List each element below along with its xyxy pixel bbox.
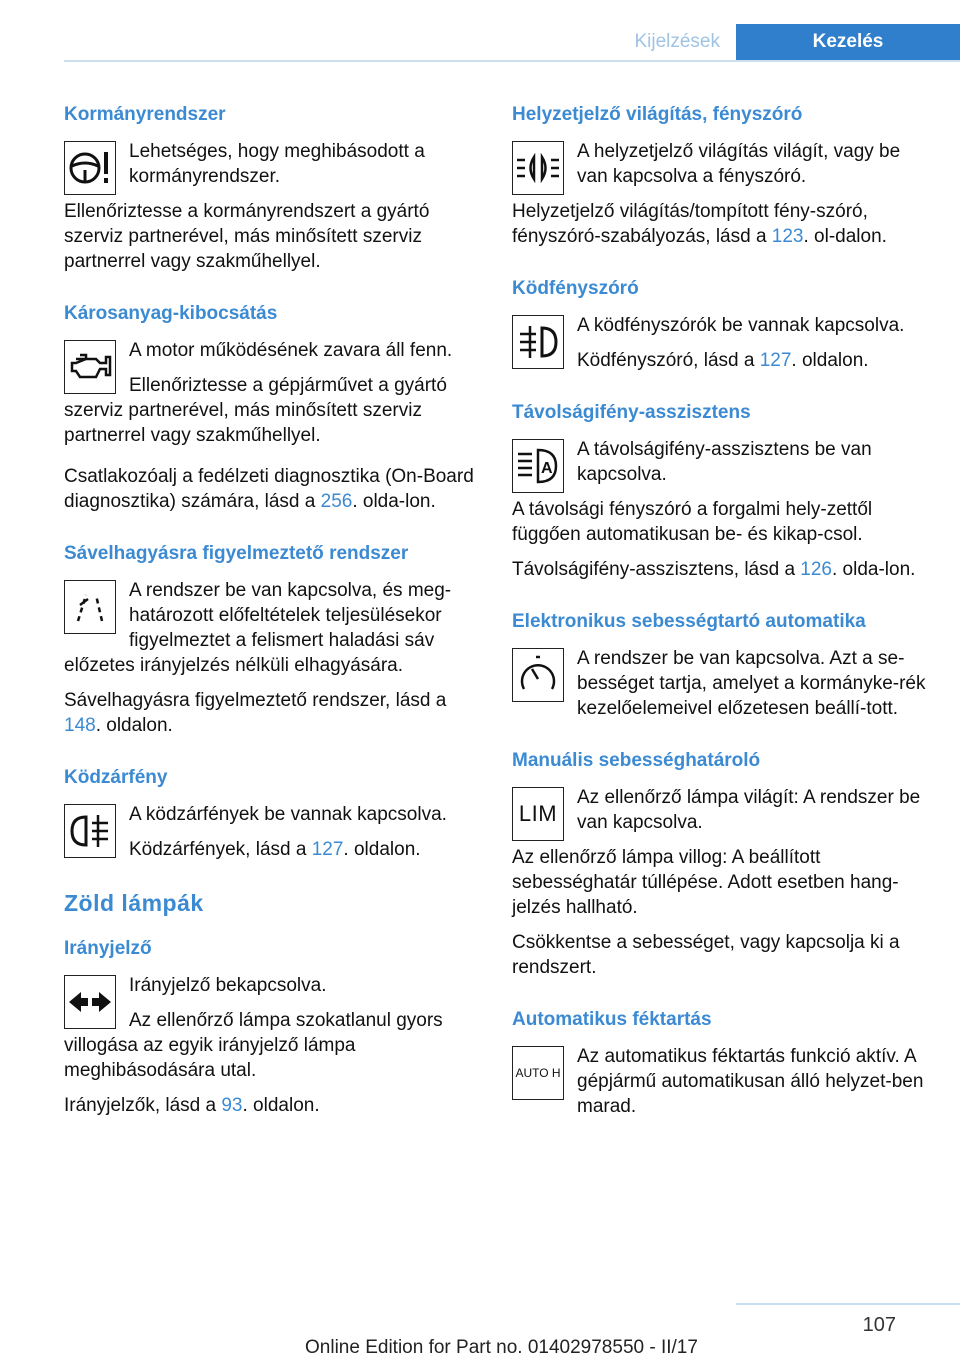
section-steering (64, 103, 476, 274)
tab-operation[interactable]: Kezelés (736, 24, 960, 62)
steering-warning-icon (64, 141, 116, 195)
paragraph: A ködzárfények be vannak kapcsolva. (129, 804, 447, 825)
left-column (64, 103, 476, 1146)
right-column (512, 103, 932, 1147)
page-link[interactable]: 127 (311, 839, 344, 860)
paragraph: Csatlakozóalj a fedélzeti diagnosztika (On-Board diagnosztika) számára, lásd a 256. olda-lon. (64, 466, 474, 512)
turn-signal-icon (64, 975, 116, 1029)
green-lamps-heading: Zöld lámpák (64, 890, 204, 916)
page-link[interactable]: 127 (759, 350, 792, 371)
page-number: 107 (862, 1314, 896, 1336)
section-title: Kormányrendszer (64, 104, 226, 125)
cruise-control-icon (512, 648, 564, 702)
section-emission (64, 302, 476, 514)
page-link[interactable]: 93 (221, 1095, 243, 1116)
section-title: Sávelhagyásra figyelmeztető rendszer (64, 543, 409, 564)
rear-fog-icon (64, 804, 116, 858)
paragraph: Ellenőriztesse a gépjárművet a gyártó szerviz partnerével, más minősített szerviz partnerrel vagy szakműhellyel. (64, 375, 447, 446)
section-parking-light (512, 103, 932, 249)
paragraph: Irányjelző bekapcsolva. (129, 975, 327, 996)
section-rear-fog (64, 766, 476, 862)
paragraph: A rendszer be van kapcsolva, és meg-határozott előfeltételek teljesülésekor figyelmeztet a felismert haladási sáv előzetes irányjelzés nélküli elhagyására. (64, 580, 452, 676)
paragraph: Az ellenőrző lámpa villog: A beállított sebességhatár túllépése. Adott esetben hang-jelzés hallható. (512, 847, 899, 918)
auto-hold-icon (512, 1046, 564, 1100)
section-speed-limiter (512, 749, 932, 980)
paragraph: Távolságifény-asszisztens, lásd a 126. olda-lon. (512, 559, 916, 580)
paragraph: A ködfényszórók be vannak kapcsolva. (577, 315, 905, 336)
paragraph: A helyzetjelző világítás világít, vagy be van kapcsolva a fényszóró. (577, 141, 901, 187)
paragraph: Ellenőriztesse a kormányrendszert a gyártó szerviz partnerével, más minősített szerviz partnerrel vagy szakműhellyel. (64, 201, 430, 272)
section-turn-signal (64, 937, 476, 1118)
paragraph: Az ellenőrző lámpa világít: A rendszer be van kapcsolva. (577, 787, 921, 833)
paragraph: Helyzetjelző világítás/tompított fény-szóró, fényszóró-szabályozás, lásd a 123. ol-dalon. (512, 201, 887, 247)
section-title: Ködfényszóró (512, 278, 639, 299)
header-rule (64, 60, 960, 62)
paragraph: Csökkentse a sebességet, vagy kapcsolja ki a rendszert. (512, 932, 900, 978)
page-link[interactable]: 126 (800, 559, 832, 580)
paragraph: Ködzárfények, lásd a 127. oldalon. (129, 839, 421, 860)
paragraph: A távolságifény-asszisztens be van kapcsolva. (577, 439, 872, 485)
tab-displays[interactable]: Kijelzések (634, 31, 720, 52)
page-link[interactable]: 123 (771, 226, 804, 247)
section-front-fog (512, 277, 932, 373)
section-title: Irányjelző (64, 938, 152, 959)
parking-light-icon (512, 141, 564, 195)
section-auto-hold (512, 1008, 932, 1119)
section-lane-departure (64, 542, 476, 738)
section-high-beam-assist (512, 401, 932, 582)
paragraph: A rendszer be van kapcsolva. Azt a se-bességet tartja, amelyet a kormányke-rék kezelőelemeivel előzetesen beállí-tott. (577, 648, 926, 719)
front-fog-icon (512, 315, 564, 369)
paragraph: Ködfényszóró, lásd a 127. oldalon. (577, 350, 869, 371)
lane-departure-icon (64, 580, 116, 634)
section-title: Helyzetjelző világítás, fényszóró (512, 104, 803, 125)
section-title: Manuális sebességhatároló (512, 750, 761, 771)
footer-rule (736, 1303, 960, 1305)
paragraph: Lehetséges, hogy meghibásodott a kormányrendszer. (129, 141, 425, 187)
section-title: Automatikus féktartás (512, 1009, 712, 1030)
engine-check-icon (64, 340, 116, 394)
paragraph: Sávelhagyásra figyelmeztető rendszer, lásd a 148. oldalon. (64, 690, 447, 736)
paragraph: Az ellenőrző lámpa szokatlanul gyors villogása az egyik irányjelző lámpa meghibásodására utal. (64, 1010, 443, 1081)
paragraph: A távolsági fényszóró a forgalmi hely-zettől függően automatikusan be- és kikap-csol. (512, 499, 873, 545)
paragraph: A motor működésének zavara áll fenn. (129, 340, 453, 361)
speed-limiter-icon (512, 787, 564, 841)
page-header (64, 24, 960, 62)
section-cruise-control (512, 610, 932, 721)
icon-label: AUTO H (515, 1066, 561, 1080)
section-title: Ködzárfény (64, 767, 168, 788)
paragraph: Irányjelzők, lásd a 93. oldalon. (64, 1095, 320, 1116)
section-title: Károsanyag-kibocsátás (64, 303, 278, 324)
high-beam-assist-icon (512, 439, 564, 493)
svg-text:A: A (541, 460, 553, 477)
section-title: Elektronikus sebességtartó automatika (512, 611, 866, 632)
page-link[interactable]: 256 (320, 491, 353, 512)
section-title: Távolságifény-asszisztens (512, 402, 751, 423)
edition-label: Online Edition for Part no. 01402978550 - II/17 (305, 1337, 698, 1358)
page-link[interactable]: 148 (64, 715, 96, 736)
paragraph: Az automatikus féktartás funkció aktív. A gépjármű automatikusan álló helyzet-ben marad. (577, 1046, 924, 1117)
icon-label: LIM (518, 801, 558, 826)
